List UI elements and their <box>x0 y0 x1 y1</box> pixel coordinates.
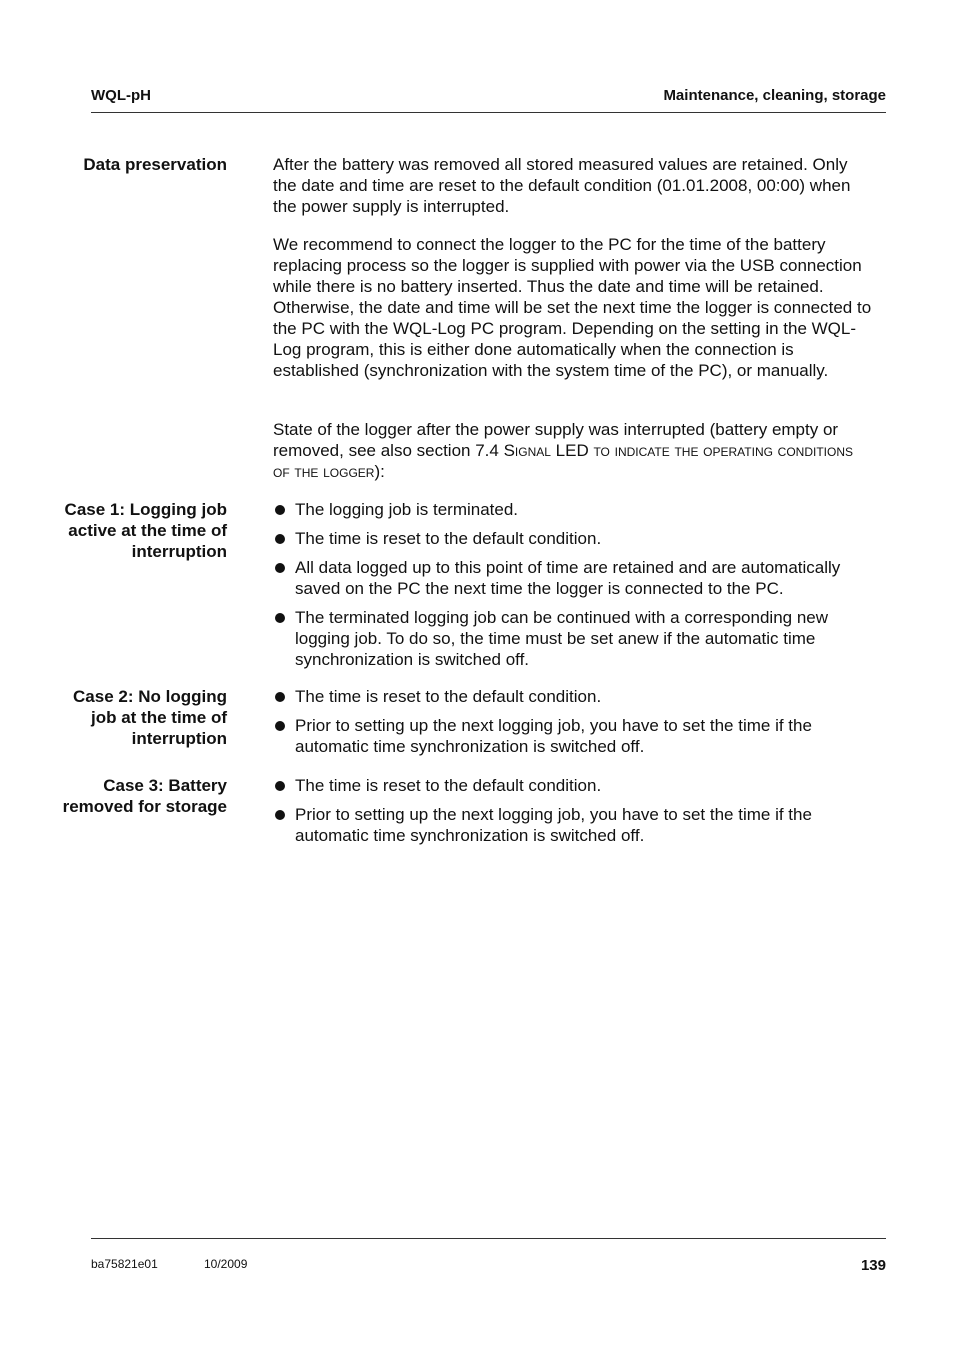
running-header-chapter: Maintenance, cleaning, storage <box>663 87 886 104</box>
case3-list <box>273 775 873 854</box>
list-item: Prior to setting up the next logging job, you have to set the time if the automatic time synchronization is switched off. <box>273 804 873 846</box>
data-preservation-paragraph-3 <box>273 419 873 482</box>
bullet-icon <box>275 781 285 791</box>
bullet-icon <box>275 505 285 515</box>
paragraph-3-end: ): <box>374 462 385 481</box>
case3-label: Case 3: Battery removed for storage <box>62 776 227 816</box>
bullet-icon <box>275 721 285 731</box>
case1-list <box>273 499 873 678</box>
section-reference: Signal LED to indicate the operating conditions of the logger <box>273 441 854 481</box>
data-preservation-label: Data preservation <box>83 155 227 174</box>
bullet-icon <box>275 613 285 623</box>
paragraph-3-text: State of the logger after the power supply was interrupted (battery empty or removed, see also section 7.4 <box>273 420 839 460</box>
bullet-icon <box>275 810 285 820</box>
bullet-icon <box>275 563 285 573</box>
list-item: The time is reset to the default condition. <box>273 528 873 549</box>
header-rule <box>91 112 886 113</box>
bullet-icon <box>275 692 285 702</box>
list-item: The time is reset to the default condition. <box>273 686 873 707</box>
bullet-icon <box>275 534 285 544</box>
case1-label: Case 1: Logging job active at the time of interruption <box>64 500 227 561</box>
list-item: The time is reset to the default condition. <box>273 775 873 796</box>
data-preservation-paragraph-2: We recommend to connect the logger to the PC for the time of the battery replacing process so the logger is supplied with power via the USB connection while there is no battery inserted. Thus the date and time will be retained. Otherwise, the date and time will be set the next time the logger is connected to the PC with the WQL-Log PC program. Depending on the setting in the WQL-Log program, this is either done automatically when the connection is established (synchronization with the system time of the PC), or manually. <box>273 235 872 380</box>
case2-label: Case 2: No logging job at the time of interruption <box>73 687 227 748</box>
list-item: All data logged up to this point of time are retained and are automatically saved on the PC the next time the logger is connected to the PC. <box>273 557 873 599</box>
data-preservation-paragraph-1: After the battery was removed all stored measured values are retained. Only the date and time are reset to the default condition (01.01.2008, 00:00) when the power supply is interrupted. <box>273 155 851 216</box>
running-header-title: WQL-pH <box>91 87 151 104</box>
page-number: 139 <box>860 1257 886 1274</box>
list-item: The terminated logging job can be continued with a corresponding new logging job. To do so, the time must be set anew if the automatic time synchronization is switched off. <box>273 607 873 670</box>
footer-date: 10/2009 <box>204 1257 248 1271</box>
list-item: The logging job is terminated. <box>273 499 873 520</box>
footer-document-id: ba75821e01 <box>91 1257 158 1271</box>
list-item: Prior to setting up the next logging job, you have to set the time if the automatic time synchronization is switched off. <box>273 715 873 757</box>
footer-rule <box>91 1238 886 1239</box>
case2-list <box>273 686 873 765</box>
